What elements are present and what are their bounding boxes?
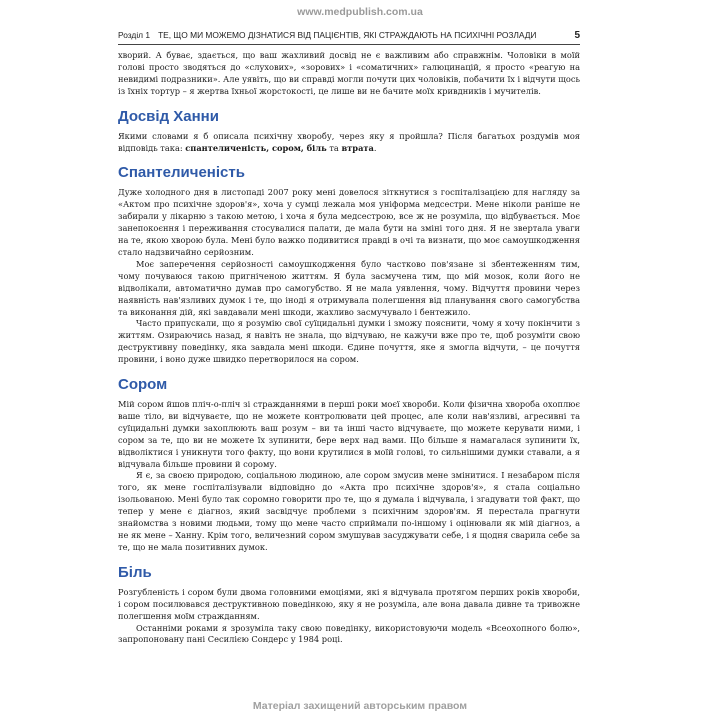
experience-paragraph <box>118 131 580 155</box>
page-number: 5 <box>574 30 580 41</box>
section-heading-experience: Досвід Ханни <box>118 107 219 125</box>
shame-paragraph: Мій сором йшов пліч-о-пліч зі стражданнями в перші роки моєї хвороби. Коли фізична хвороба охоплює ваше тіло, ви відчуваєте, що не можете контролювати цей процес, але коли нав'язливі, агресивні та суїцидальні думки захоплюють ваш розум – ви та інші часто відчуваєте, що можете керувати ними, і сором за те, що ви не можете їх зупинити, бере верх над вами. Що більше я намагалася зупинити їх, відволіктися і уникнути того факту, що вони крутилися в моїй голові, то сильнішими думки ставали, а я відчувала більше провини й сорому. <box>118 399 580 469</box>
section-heading-shame: Сором <box>118 376 168 394</box>
confusion-paragraph: Дуже холодного дня в листопаді 2007 року мені довелося зіткнутися з госпіталізацією для нагляду за «Актом про психічне здоров'я», хоча у сумці лежала моя уніформа медсестри. Мене ніколи раніше не забирали у лікарню з такою метою, і хоча я була медсестрою, все ж не розуміла, що відбувається. Моє занепокоєння і переживання стосувалися палати, де мала бути на зміні того дня. Я не звертала уваги на те, якою хворою була. Мені було важко подивитися правді в очі та визнати, що моє самоушкодження стало надзвичайно серйозним. <box>118 187 580 257</box>
page-body <box>118 50 580 646</box>
pain-paragraph: Останніми роками я зрозуміла таку свою поведінку, використовуючи модель «Всеохопного болю», запропоновану пані Сесилією Сондерс у 1984 році. <box>118 622 580 645</box>
pain-paragraph: Розгубленість і сором були двома головними емоціями, які я відчувала протягом перших років хвороби, і сором посилювався деструктивною поведінкою, яку я не розуміла, але вона давала дивне та тривожне полегшення моїм стражданням. <box>118 586 580 621</box>
confusion-paragraph: Часто припускали, що я розумію свої суїцидальні думки і зможу пояснити, чому я хочу покінчити з життям. Озираючись назад, я навіть не знала, що відчуваю, не кажучи вже про те, щоб розуміти свою деструктивну поведінку, яка завдала мені шкоди. Єдине почуття, яке я змогла відчути, – це почуття провини, і воно дуже швидко перетворилося на сором. <box>118 318 580 365</box>
header-divider <box>118 44 580 45</box>
experience-end: . <box>373 142 377 153</box>
chapter-label: Розділ 1 <box>118 30 151 40</box>
intro-paragraph: хворий. А буває, здається, що ваш жахливий досвід не є важливим або справжнім. Чоловіки в моїй голові просто зводяться до «слухових», «зорових» і «соматичних» галюцинацій, я просто «реагую на невидимі подразники». Але уявіть, що ви справді могли почути цих чоловіків, побачити їх і відчути щось із їхніх тортур – я жертва їхньої жорстокості, це лише ви не бачите моїх кривдників і мучителів. <box>118 50 580 96</box>
running-head <box>118 30 580 41</box>
experience-and: та <box>326 142 342 153</box>
shame-paragraph: Я є, за своєю природою, соціальною людиною, але сором змусив мене змінитися. І незабаром після того, як мене госпіталізували відповідно до «Акта про психічне здоров'я», я стала соціально ізольованою. Мені було так соромно говорити про те, що я думала і відчувала, і згадувати той факт, що тепер у мене є діагноз, який засвідчує проблеми з психічним здоров'ям. Я перестала прагнути знайомства з новими людьми, тому що мене часто сприймали по-іншому і оцінювали як мій діагноз, а не як мене – Ханну. Крім того, величезний сором змушував засуджувати себе, і я щодня сварила себе за те, що не мала позитивних думок. <box>118 470 580 552</box>
site-url: www.medpublish.com.ua <box>297 6 423 18</box>
chapter-title: ТЕ, ЩО МИ МОЖЕМО ДІЗНАТИСЯ ВІД ПАЦІЄНТІВ, ЯКІ СТРАЖДАЮТЬ НА ПСИХІЧНІ РОЗЛАДИ <box>158 30 537 40</box>
section-heading-pain: Біль <box>118 563 152 581</box>
section-heading-confusion: Спантеличеність <box>118 164 245 182</box>
copyright-footer: Матеріал захищений авторським правом <box>252 700 468 712</box>
experience-bold-emotions: спантеличеність, сором, біль <box>185 142 327 153</box>
confusion-paragraph: Моє заперечення серйозності самоушкодження було частково пов'язане зі збентеженням тим, чому почуваюся такою пригніченою життям. Я була засмучена тим, що мій мозок, коли його не відволікали, автоматично думав про самогубство. Я не мала уявлення, чому. Відчуття провини через наявність нав'язливих думок і те, що іноді я отримувала полегшення від планування свого самогубства та виконання дій, які завдавали мені шкоди, жахливо засмучувало і бентежило. <box>118 258 580 317</box>
experience-text: Якими словами я б описала психічну хворобу, через яку я пройшла? Після багатьох роздумів моя відповідь така: <box>118 130 580 153</box>
experience-bold-loss: втрата <box>341 142 374 153</box>
